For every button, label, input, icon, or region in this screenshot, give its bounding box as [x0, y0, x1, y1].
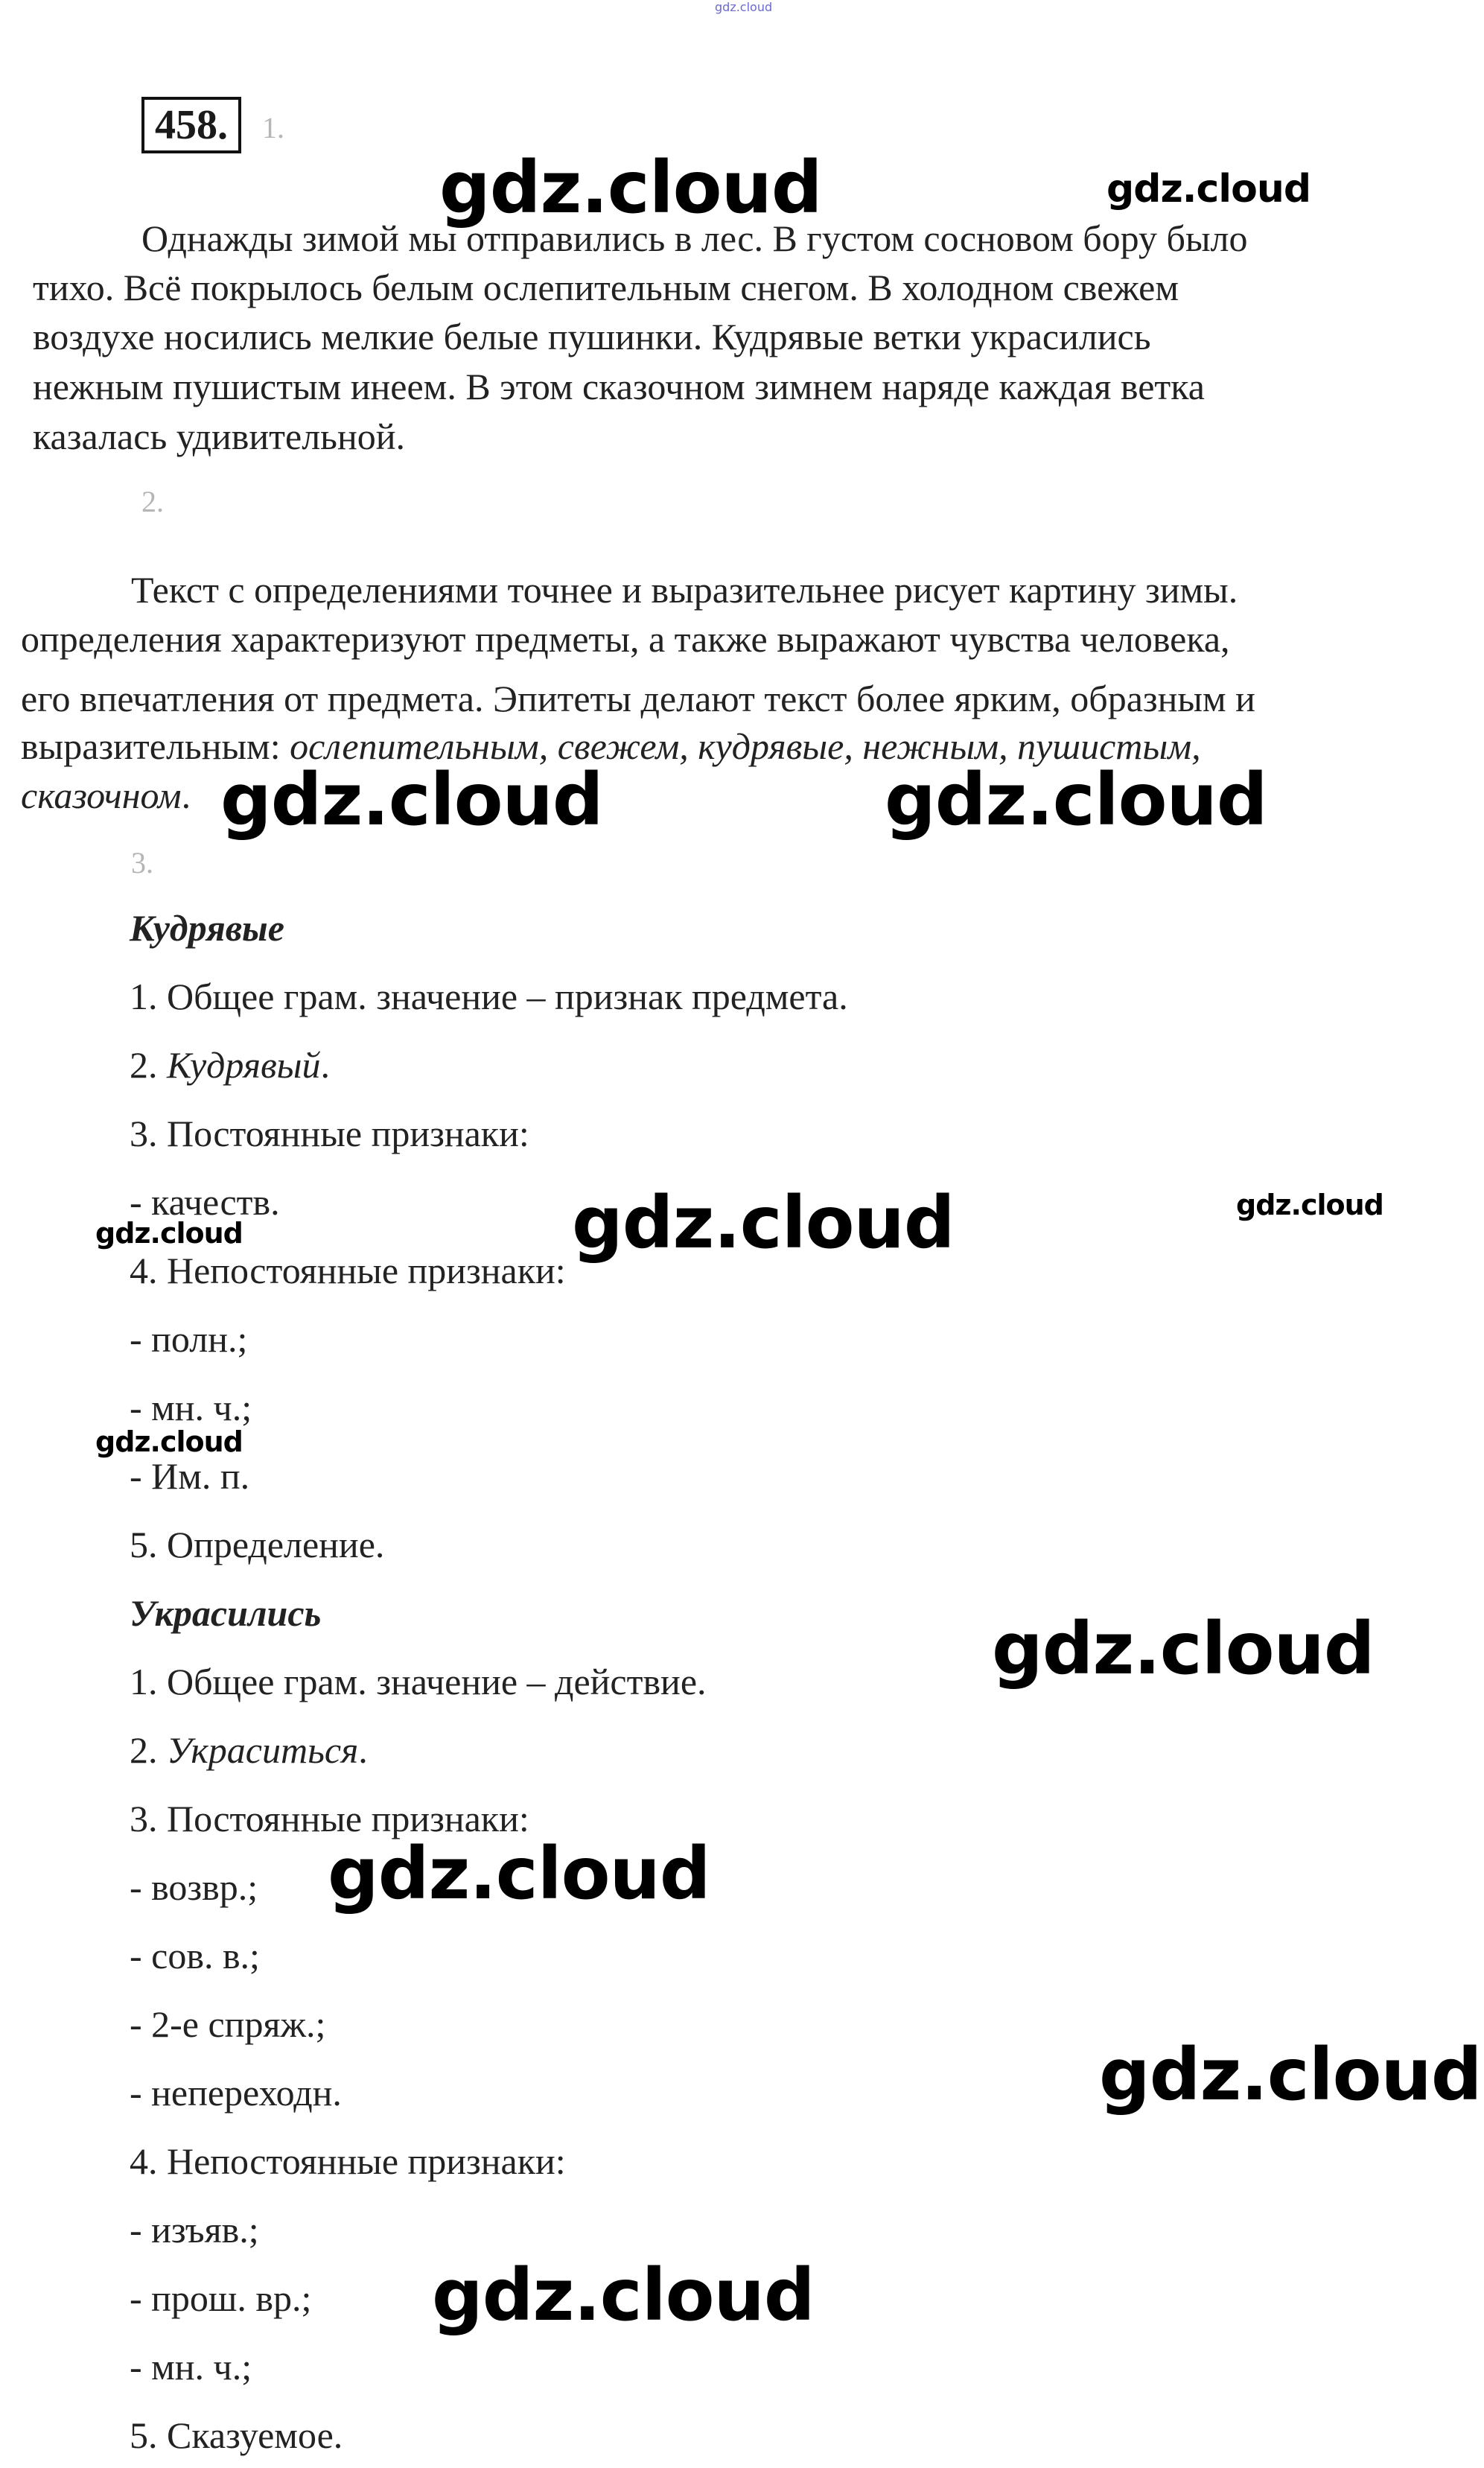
word2-initial-form: Украситься	[167, 1729, 359, 1771]
part-number-2: 2.	[141, 485, 164, 518]
word2-line-2-prefix: 2.	[130, 1729, 167, 1771]
word1-line-7: - мн. ч.;	[130, 1387, 252, 1428]
exercise-number: 458.	[141, 97, 241, 153]
word2-line-7: - непереходн.	[130, 2072, 342, 2114]
watermark: gdz.cloud	[95, 1425, 243, 1458]
word2-line-10: - прош. вр.;	[130, 2277, 312, 2319]
part2-line-1: Текст с определениями точнее и выразительнее рисует картину зимы.	[131, 569, 1238, 611]
top-watermark: gdz.cloud	[715, 0, 773, 14]
watermark: gdz.cloud	[95, 1217, 243, 1250]
watermark: gdz.cloud	[328, 1832, 710, 1915]
part2-line-4-prefix: выразительным:	[21, 725, 290, 767]
word1-line-1: 1. Общее грам. значение – признак предмета.	[130, 976, 848, 1017]
word2-line-8: 4. Непостоянные признаки:	[130, 2140, 566, 2182]
watermark: gdz.cloud	[220, 758, 603, 842]
part1-line-4: нежным пушистым инеем. В этом сказочном зимнем наряде каждая ветка	[33, 366, 1205, 407]
word1-line-5: 4. Непостоянные признаки:	[130, 1250, 566, 1291]
word1-line-3: 3. Постоянные признаки:	[130, 1113, 529, 1154]
word2-line-12: 5. Сказуемое.	[130, 2414, 343, 2456]
word2-line-5: - сов. в.;	[130, 1935, 260, 1976]
part2-line-5	[21, 772, 191, 819]
word1-initial-form: Кудрявый	[167, 1044, 321, 1086]
word1-line-2	[130, 1041, 330, 1089]
part1-line-2: тихо. Всё покрылось белым ослепительным снегом. В холодном свежем	[33, 267, 1179, 308]
watermark: gdz.cloud	[439, 146, 822, 229]
word1-line-4: - качеств.	[130, 1181, 280, 1223]
word2-line-4: - возвр.;	[130, 1866, 258, 1908]
word1-line-2-suffix: .	[320, 1044, 331, 1086]
word1-line-2-prefix: 2.	[130, 1044, 167, 1086]
part-number-1: 1.	[262, 111, 284, 144]
part2-line-2: определения характеризуют предметы, а также выражают чувства человека,	[21, 618, 1230, 660]
word1-line-9: 5. Определение.	[130, 1524, 385, 1565]
word2-line-1: 1. Общее грам. значение – действие.	[130, 1661, 707, 1702]
epithets-list-end: сказочном	[21, 775, 182, 816]
watermark: gdz.cloud	[432, 2254, 815, 2337]
word2-line-2-suffix: .	[358, 1729, 368, 1771]
part-number-3: 3.	[131, 846, 153, 880]
watermark: gdz.cloud	[885, 758, 1267, 842]
word1-line-8: - Им. п.	[130, 1455, 250, 1497]
part1-line-1: Однажды зимой мы отправились в лес. В густом сосновом бору было	[141, 217, 1248, 259]
word2-line-6: - 2-е спряж.;	[130, 2003, 326, 2045]
word1-line-6: - полн.;	[130, 1318, 248, 1360]
watermark: gdz.cloud	[1099, 2033, 1482, 2116]
watermark: gdz.cloud	[992, 1607, 1375, 1691]
epithets-list: ослепительным, свежем, кудрявые, нежным, пушистым,	[290, 725, 1201, 767]
word2-line-11: - мн. ч.;	[130, 2346, 252, 2388]
word1-title: Кудрявые	[130, 907, 284, 949]
word2-line-3: 3. Постоянные признаки:	[130, 1798, 529, 1839]
watermark: gdz.cloud	[572, 1181, 955, 1265]
watermark: gdz.cloud	[1106, 167, 1311, 212]
word2-line-2	[130, 1726, 368, 1774]
watermark: gdz.cloud	[1236, 1189, 1383, 1221]
word2-title: Украсились	[130, 1592, 322, 1634]
word2-line-9: - изъяв.;	[130, 2209, 259, 2251]
part2-line-5-suffix: .	[181, 775, 191, 816]
part2-line-3: его впечатления от предмета. Эпитеты делают текст более ярким, образным и	[21, 678, 1255, 719]
part1-line-5: казалась удивительной.	[33, 416, 405, 457]
part1-line-3: воздухе носились мелкие белые пушинки. Кудрявые ветки украсились	[33, 316, 1151, 357]
